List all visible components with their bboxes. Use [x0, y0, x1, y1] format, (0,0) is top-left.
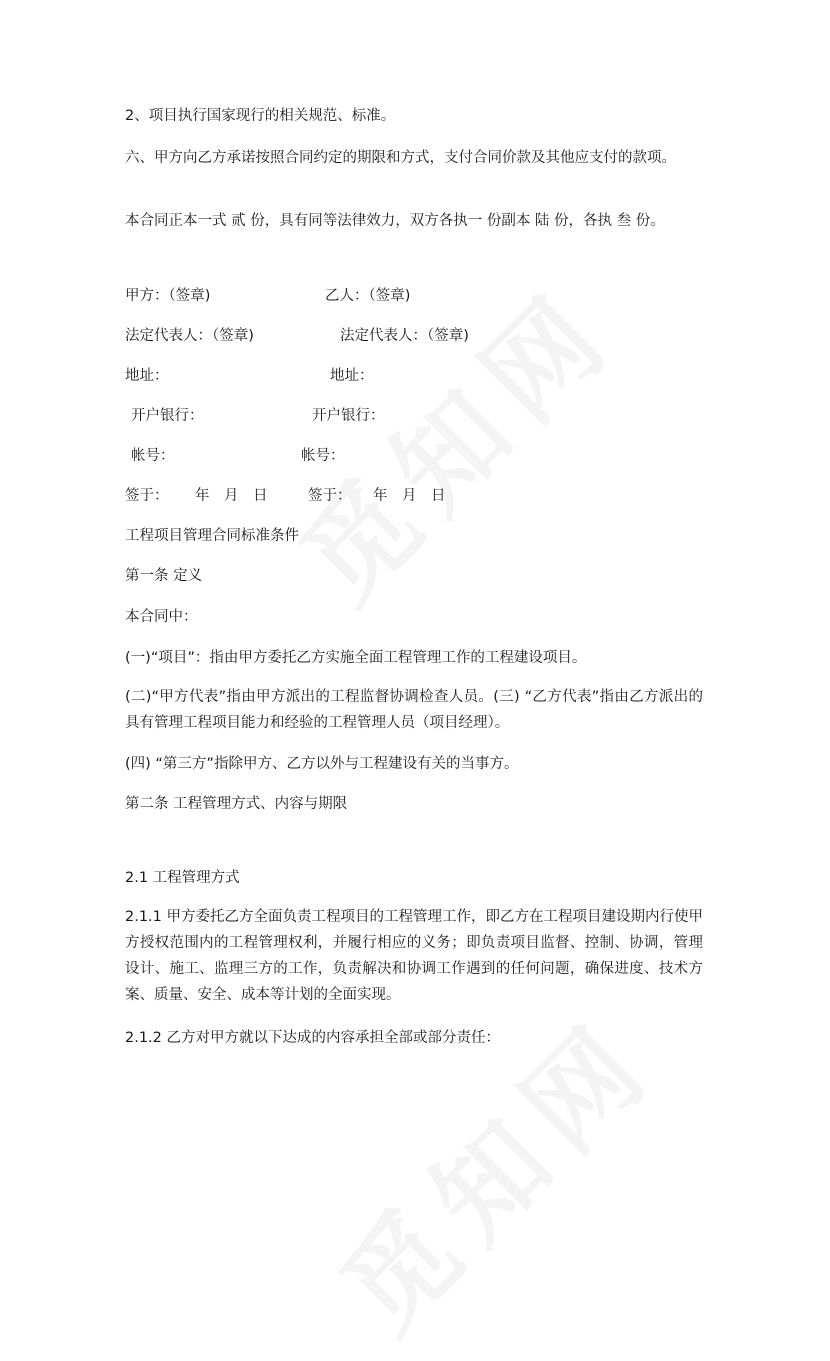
account-a-label: 帐号： — [131, 448, 175, 464]
section-2-1-2: 2.1.2 乙方对甲方就以下达成的内容承担全部或部分责任： — [125, 1030, 501, 1046]
account-b-label: 帐号： — [301, 448, 345, 464]
copies-clause: 本合同正本一式 贰 份，具有同等法律效力，双方各执一 份副本 陆 份，各执 叁 份。 — [125, 213, 665, 229]
signature-row-date — [125, 486, 705, 506]
date-a: 年 月 日 — [195, 488, 268, 504]
clause-six: 六、甲方向乙方承诺按照合同约定的期限和方式，支付合同价款及其他应支付的款项。 — [125, 150, 676, 166]
signature-row-account — [125, 446, 705, 466]
party-a-label: 甲方：（签章) — [125, 288, 211, 304]
definitions-intro: 本合同中： — [125, 609, 198, 625]
article-2-title: 第二条 工程管理方式、内容与期限 — [125, 796, 348, 812]
section-2-1-title: 2.1 工程管理方式 — [125, 870, 240, 886]
date-b: 年 月 日 — [373, 488, 446, 504]
rep-a-label: 法定代表人：（签章) — [125, 328, 254, 344]
clause-item-2: 2、项目执行国家现行的相关规范、标准。 — [125, 108, 396, 124]
article-1-title: 第一条 定义 — [125, 568, 203, 584]
rep-b-label: 法定代表人：（签章) — [340, 328, 469, 344]
address-b-label: 地址： — [330, 368, 374, 384]
signature-row-address — [125, 366, 705, 386]
standard-terms-title: 工程项目管理合同标准条件 — [125, 528, 299, 544]
signature-row-party — [125, 286, 705, 306]
definition-2-3: (二)“甲方代表”指由甲方派出的工程监督协调检查人员。(三) “乙方代表”指由乙方派出的具有管理工程项目能力和经验的工程管理人员（项目经理）。 — [125, 689, 703, 731]
definition-4: (四) “第三方”指除甲方、乙方以外与工程建设有关的当事方。 — [125, 756, 519, 772]
party-b-label: 乙人：（签章) — [325, 288, 411, 304]
signed-a-label: 签于： — [125, 488, 169, 504]
signature-row-rep — [125, 326, 705, 346]
address-a-label: 地址： — [125, 368, 169, 384]
definition-1: (一)“项目”：指由甲方委托乙方实施全面工程管理工作的工程建设项目。 — [125, 650, 587, 666]
signed-b-label: 签于： — [308, 488, 352, 504]
signature-row-bank — [125, 406, 705, 426]
section-2-1-1: 2.1.1 甲方委托乙方全面负责工程项目的工程管理工作，即乙方在工程项目建设期内行使甲方授权范围内的工程管理权利，并履行相应的义务；即负责项目监督、控制、协调，管理设计、施工、监理三方的工作，负责解决和协调工作遇到的任何问题，确保进度、技术方案、质量、安全、成本等计划的全面实现。 — [125, 909, 703, 1003]
bank-b-label: 开户银行： — [312, 408, 385, 424]
bank-a-label: 开户银行： — [131, 408, 204, 424]
